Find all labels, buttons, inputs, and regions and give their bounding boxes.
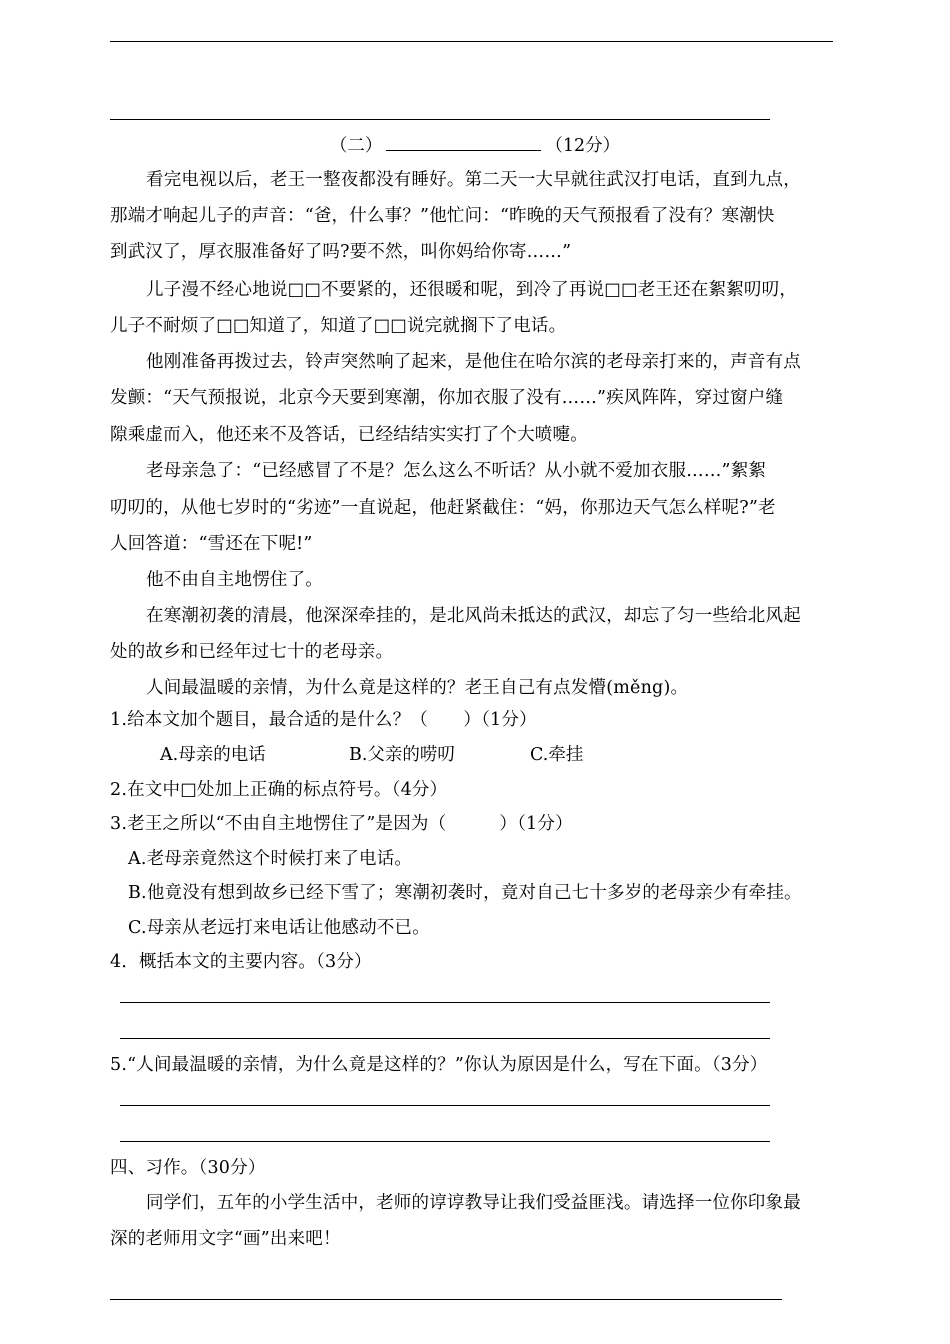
question-1: 1.给本文加个题目，最合适的是什么？（ ）（1分） xyxy=(110,710,537,730)
answer-line xyxy=(110,119,770,120)
q1-option-b[interactable]: B.父亲的唠叨 xyxy=(349,745,455,765)
passage-line: 他不由自主地愣住了。 xyxy=(146,570,323,590)
title-blank[interactable] xyxy=(386,132,541,151)
section-prefix: （二） xyxy=(329,136,383,156)
passage-line: 到武汉了，厚衣服准备好了吗?要不然，叫你妈给你寄……” xyxy=(110,242,572,262)
passage-line: 看完电视以后，老王一整夜都没有睡好。第二天一大早就往武汉打电话，直到九点， xyxy=(146,170,801,190)
composition-prompt: 深的老师用文字“画”出来吧！ xyxy=(110,1229,341,1249)
answer-line[interactable] xyxy=(120,1105,770,1106)
passage-line: 他刚准备再拨过去，铃声突然响了起来，是他住在哈尔滨的老母亲打来的，声音有点 xyxy=(146,352,801,372)
passage-line: 老母亲急了：“已经感冒了不是？怎么这么不听话？从小就不爱加衣服……”絮絮 xyxy=(146,461,767,481)
q3-option-b[interactable]: B.他竟没有想到故乡已经下雪了；寒潮初袭时，竟对自己七十多岁的老母亲少有牵挂。 xyxy=(128,883,802,903)
passage-line: 隙乘虚而入，他还来不及答话，已经结结实实打了个大喷嚏。 xyxy=(110,425,588,445)
passage-line: 处的故乡和已经年过七十的老母亲。 xyxy=(110,642,394,662)
section-score: （12分） xyxy=(545,136,621,156)
passage-line: 儿子漫不经心地说□□不要紧的，还很暖和呢，到冷了再说□□老王还在絮絮叨叨， xyxy=(146,280,798,300)
q1-option-a[interactable]: A.母亲的电话 xyxy=(160,745,266,765)
question-5: 5.“人间最温暖的亲情，为什么竟是这样的？”你认为原因是什么，写在下面。（3分） xyxy=(110,1055,768,1075)
passage-line: 叨叨的，从他七岁时的“劣迹”一直说起，他赶紧截住：“妈，你那边天气怎么样呢?”老 xyxy=(110,498,776,518)
answer-line xyxy=(110,41,833,42)
passage-line: 人间最温暖的亲情，为什么竟是这样的？老王自己有点发懵(měng)。 xyxy=(146,678,689,698)
composition-prompt: 同学们，五年的小学生活中，老师的谆谆教导让我们受益匪浅。请选择一位你印象最 xyxy=(146,1193,801,1213)
passage-line: 儿子不耐烦了□□知道了，知道了□□说完就搁下了电话。 xyxy=(110,316,567,336)
passage-line: 人回答道：“雪还在下呢!” xyxy=(110,534,313,554)
question-2: 2.在文中□处加上正确的标点符号。（4分） xyxy=(110,780,448,800)
answer-line[interactable] xyxy=(120,1141,770,1142)
answer-line[interactable] xyxy=(110,1299,782,1300)
answer-line[interactable] xyxy=(120,1038,770,1039)
passage-line: 那端才响起儿子的声音：“爸，什么事？”他忙问：“昨晚的天气预报看了没有？寒潮快 xyxy=(110,206,775,226)
question-3: 3.老王之所以“不由自主地愣住了”是因为（ ）（1分） xyxy=(110,814,573,834)
q3-option-a[interactable]: A.老母亲竟然这个时候打来了电话。 xyxy=(128,849,413,869)
composition-title: 四、习作。（30分） xyxy=(110,1158,266,1178)
passage-line: 发颤：“天气预报说，北京今天要到寒潮，你加衣服了没有……”疾风阵阵，穿过窗户缝 xyxy=(110,388,784,408)
q1-option-c[interactable]: C.牵挂 xyxy=(530,745,584,765)
section-heading xyxy=(0,128,950,164)
answer-line[interactable] xyxy=(120,1002,770,1003)
passage-line: 在寒潮初袭的清晨，他深深牵挂的，是北风尚未抵达的武汉，却忘了匀一些给北风起 xyxy=(146,606,801,626)
question-4: 4．概括本文的主要内容。（3分） xyxy=(110,952,372,972)
q3-option-c[interactable]: C.母亲从老远打来电话让他感动不已。 xyxy=(128,918,430,938)
